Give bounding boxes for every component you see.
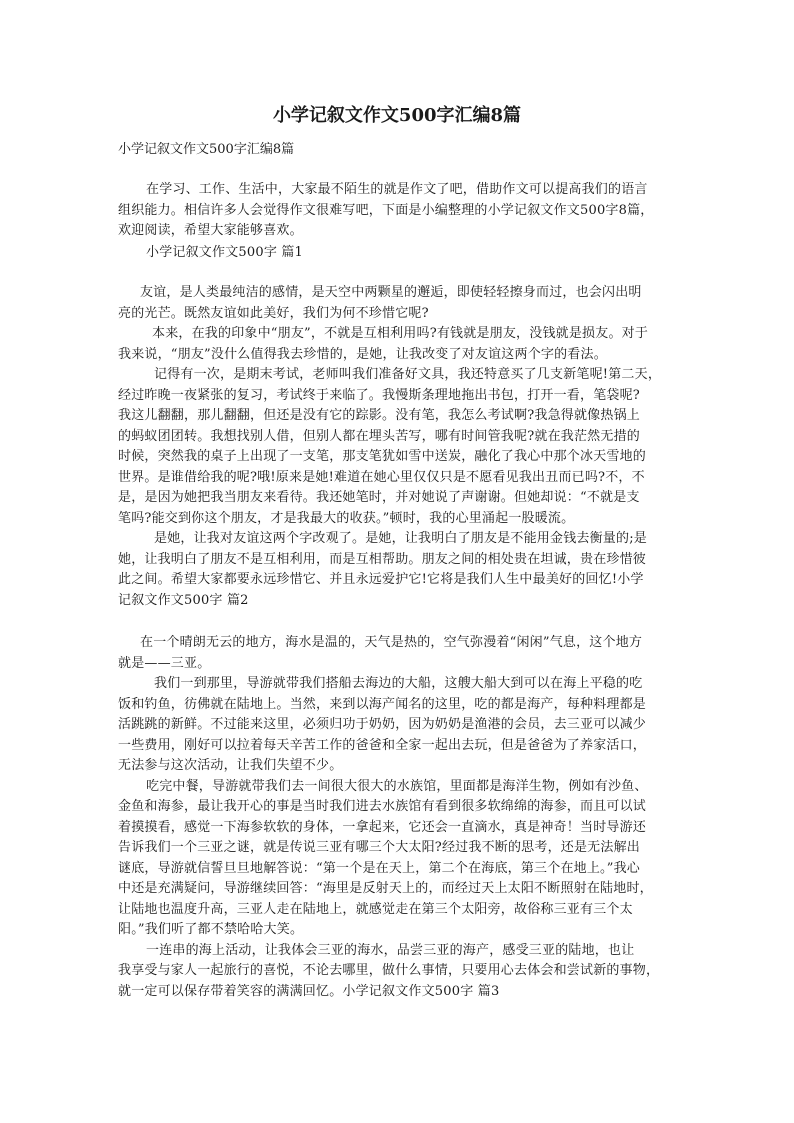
essay-line: 吃完中餐，导游就带我们去一间很大很大的水族馆，里面都是海洋生物，例如有沙鱼、 (146, 778, 648, 794)
essay-line: 告诉我们一个三亚之谜，就是传说三亚有哪三个大太阳?经过我不断的思考，还是无法解出 (118, 840, 640, 855)
essay-line: 世界。是谁借给我的呢?哦!原来是她!难道在她心里仅仅只是不愿看见我出丑而已吗?不，不 (118, 469, 645, 485)
essay-line: 无法参与这次活动，让我们失望不少。 (118, 758, 343, 773)
essay-line: 笔吗?能交到你这个朋友，才是我最大的收获。”顿时，我的心里涌起一股暖流。 (118, 510, 575, 526)
essay-line: 此之间。希望大家都要永远珍惜它、并且永远爱护它!它将是我们人生中最美好的回忆!小学 (118, 572, 644, 587)
essay-line: 我这儿翻翻，那儿翻翻，但还是没有它的踪影。没有笔，我怎么考试啊?我急得就像热锅上 (118, 408, 640, 423)
essay-line: 我们一到那里，导游就带我们搭船去海边的大船，这艘大船大到可以在海上平稳的吃 (154, 676, 643, 691)
essay-line: 在一个晴朗无云的地方，海水是温的，天气是热的，空气弥漫着“闲闲”气息，这个地方 (140, 635, 643, 650)
essay-2 (118, 633, 678, 1002)
essay-line: 时候，突然我的桌子上出现了一支笔，那支笔犹如雪中送炭，融化了我心中那个冰天雪地的 (118, 449, 647, 464)
intro-line: 在学习、工作、生活中，大家最不陌生的就是作文了吧，借助作文可以提高我们的语言 (146, 182, 648, 197)
essay-line: 的蚂蚁团团转。我想找别人借，但别人都在埋头苦写，哪有时间管我呢?就在我茫然无措的 (118, 428, 640, 444)
essay-line: 中还是充满疑问，导游继续回答：“海里是反射天上的，而经过天上太阳不断照射在陆地时， (118, 881, 653, 896)
essay-line: 活跳跳的新鲜。不过能来这里，必须归功于奶奶，因为奶奶是渔港的会员，去三亚可以减少 (118, 717, 647, 732)
essay-line: 让陆地也温度升高，三亚人走在陆地上，就感觉走在第三个太阳旁，故俗称三亚有三个太 (118, 901, 633, 917)
essay-line: 一些费用，刚好可以拉着每天辛苦工作的爸爸和全家一起出去玩，但是爸爸为了养家活口， (118, 737, 647, 753)
intro-paragraph (118, 180, 678, 242)
essay-line: 就一定可以保存带着笑容的满满回忆。小学记叙文作文500字 篇3 (118, 983, 500, 999)
essay-line: 我享受与家人一起旅行的喜悦，不论去哪里，做什么事情，只要用心去体会和尝试新的事物， (118, 963, 660, 978)
essay-line: 金鱼和海参，最让我开心的事是当时我们进去水族馆有看到很多软绵绵的海参，而且可以试 (118, 799, 647, 814)
essay-line: 一连串的海上活动，让我体会三亚的海水，品尝三亚的海产，感受三亚的陆地，也让 (146, 942, 635, 958)
essay-line: 谜底，导游就信誓旦旦地解答说：“第一个是在天上，第二个在海底，第三个在地上。”我心 (118, 860, 640, 876)
essay-line: 就是——三亚。 (118, 655, 211, 671)
essay-line: 她，让我明白了朋友不是互相利用，而是互相帮助。朋友之间的相处贵在坦诚，贵在珍惜彼 (118, 551, 647, 567)
essay-line: 记叙文作文500字 篇2 (118, 592, 249, 608)
section-heading: 小学记叙文作文500字 篇1 (146, 245, 304, 260)
intro-line: 欢迎阅读，希望大家能够喜欢。 (118, 223, 303, 238)
essay-line: 着摸摸看，感觉一下海参软软的身体，一拿起来，它还会一直滴水，真是神奇！当时导游还 (118, 819, 647, 835)
essay-line: 饭和钓鱼，彷佛就在陆地上。当然，来到以海产闻名的这里，吃的都是海产，每种料理都是 (118, 696, 647, 712)
document-title: 小学记叙文作文500字汇编8篇 (272, 105, 522, 126)
essay-line: 记得有一次，是期末考试，老师叫我们准备好文具，我还特意买了几支新笔呢!第二天， (154, 367, 662, 382)
document-subtitle: 小学记叙文作文500字汇编8篇 (118, 142, 295, 157)
essay-line: 经过昨晚一夜紧张的复习，考试终于来临了。我慢斯条理地拖出书包，打开一看，笔袋呢? (118, 387, 640, 403)
essay-line: 阳。”我们听了都不禁哈哈大笑。 (118, 922, 304, 937)
essay-line: 是她，让我对友谊这两个字改观了。是她，让我明白了朋友是不能用金钱去衡量的;是 (154, 531, 647, 546)
essay-line: 友谊，是人类最纯洁的感情，是天空中两颗星的邂逅，即使轻轻擦身而过，也会闪出明 (140, 285, 642, 300)
essay-line: 是，是因为她把我当朋友来看待。我还她笔时，并对她说了声谢谢。但她却说：“不就是支 (118, 490, 640, 505)
intro-line: 组织能力。相信许多人会觉得作文很难写吧，下面是小编整理的小学记叙文作文500字8篇， (118, 202, 654, 218)
essay-1 (118, 283, 678, 611)
essay-line: 我来说，“朋友”没什么值得我去珍惜的，是她，让我改变了对友谊这两个字的看法。 (118, 346, 607, 362)
essay-line: 亮的光芒。既然友谊如此美好，我们为何不珍惜它呢? (118, 305, 429, 321)
section-heading-1 (146, 243, 706, 264)
essay-line: 本来，在我的印象中“朋友”，不就是互相利用吗?有钱就是朋友，没钱就是损友。对于 (152, 326, 649, 341)
